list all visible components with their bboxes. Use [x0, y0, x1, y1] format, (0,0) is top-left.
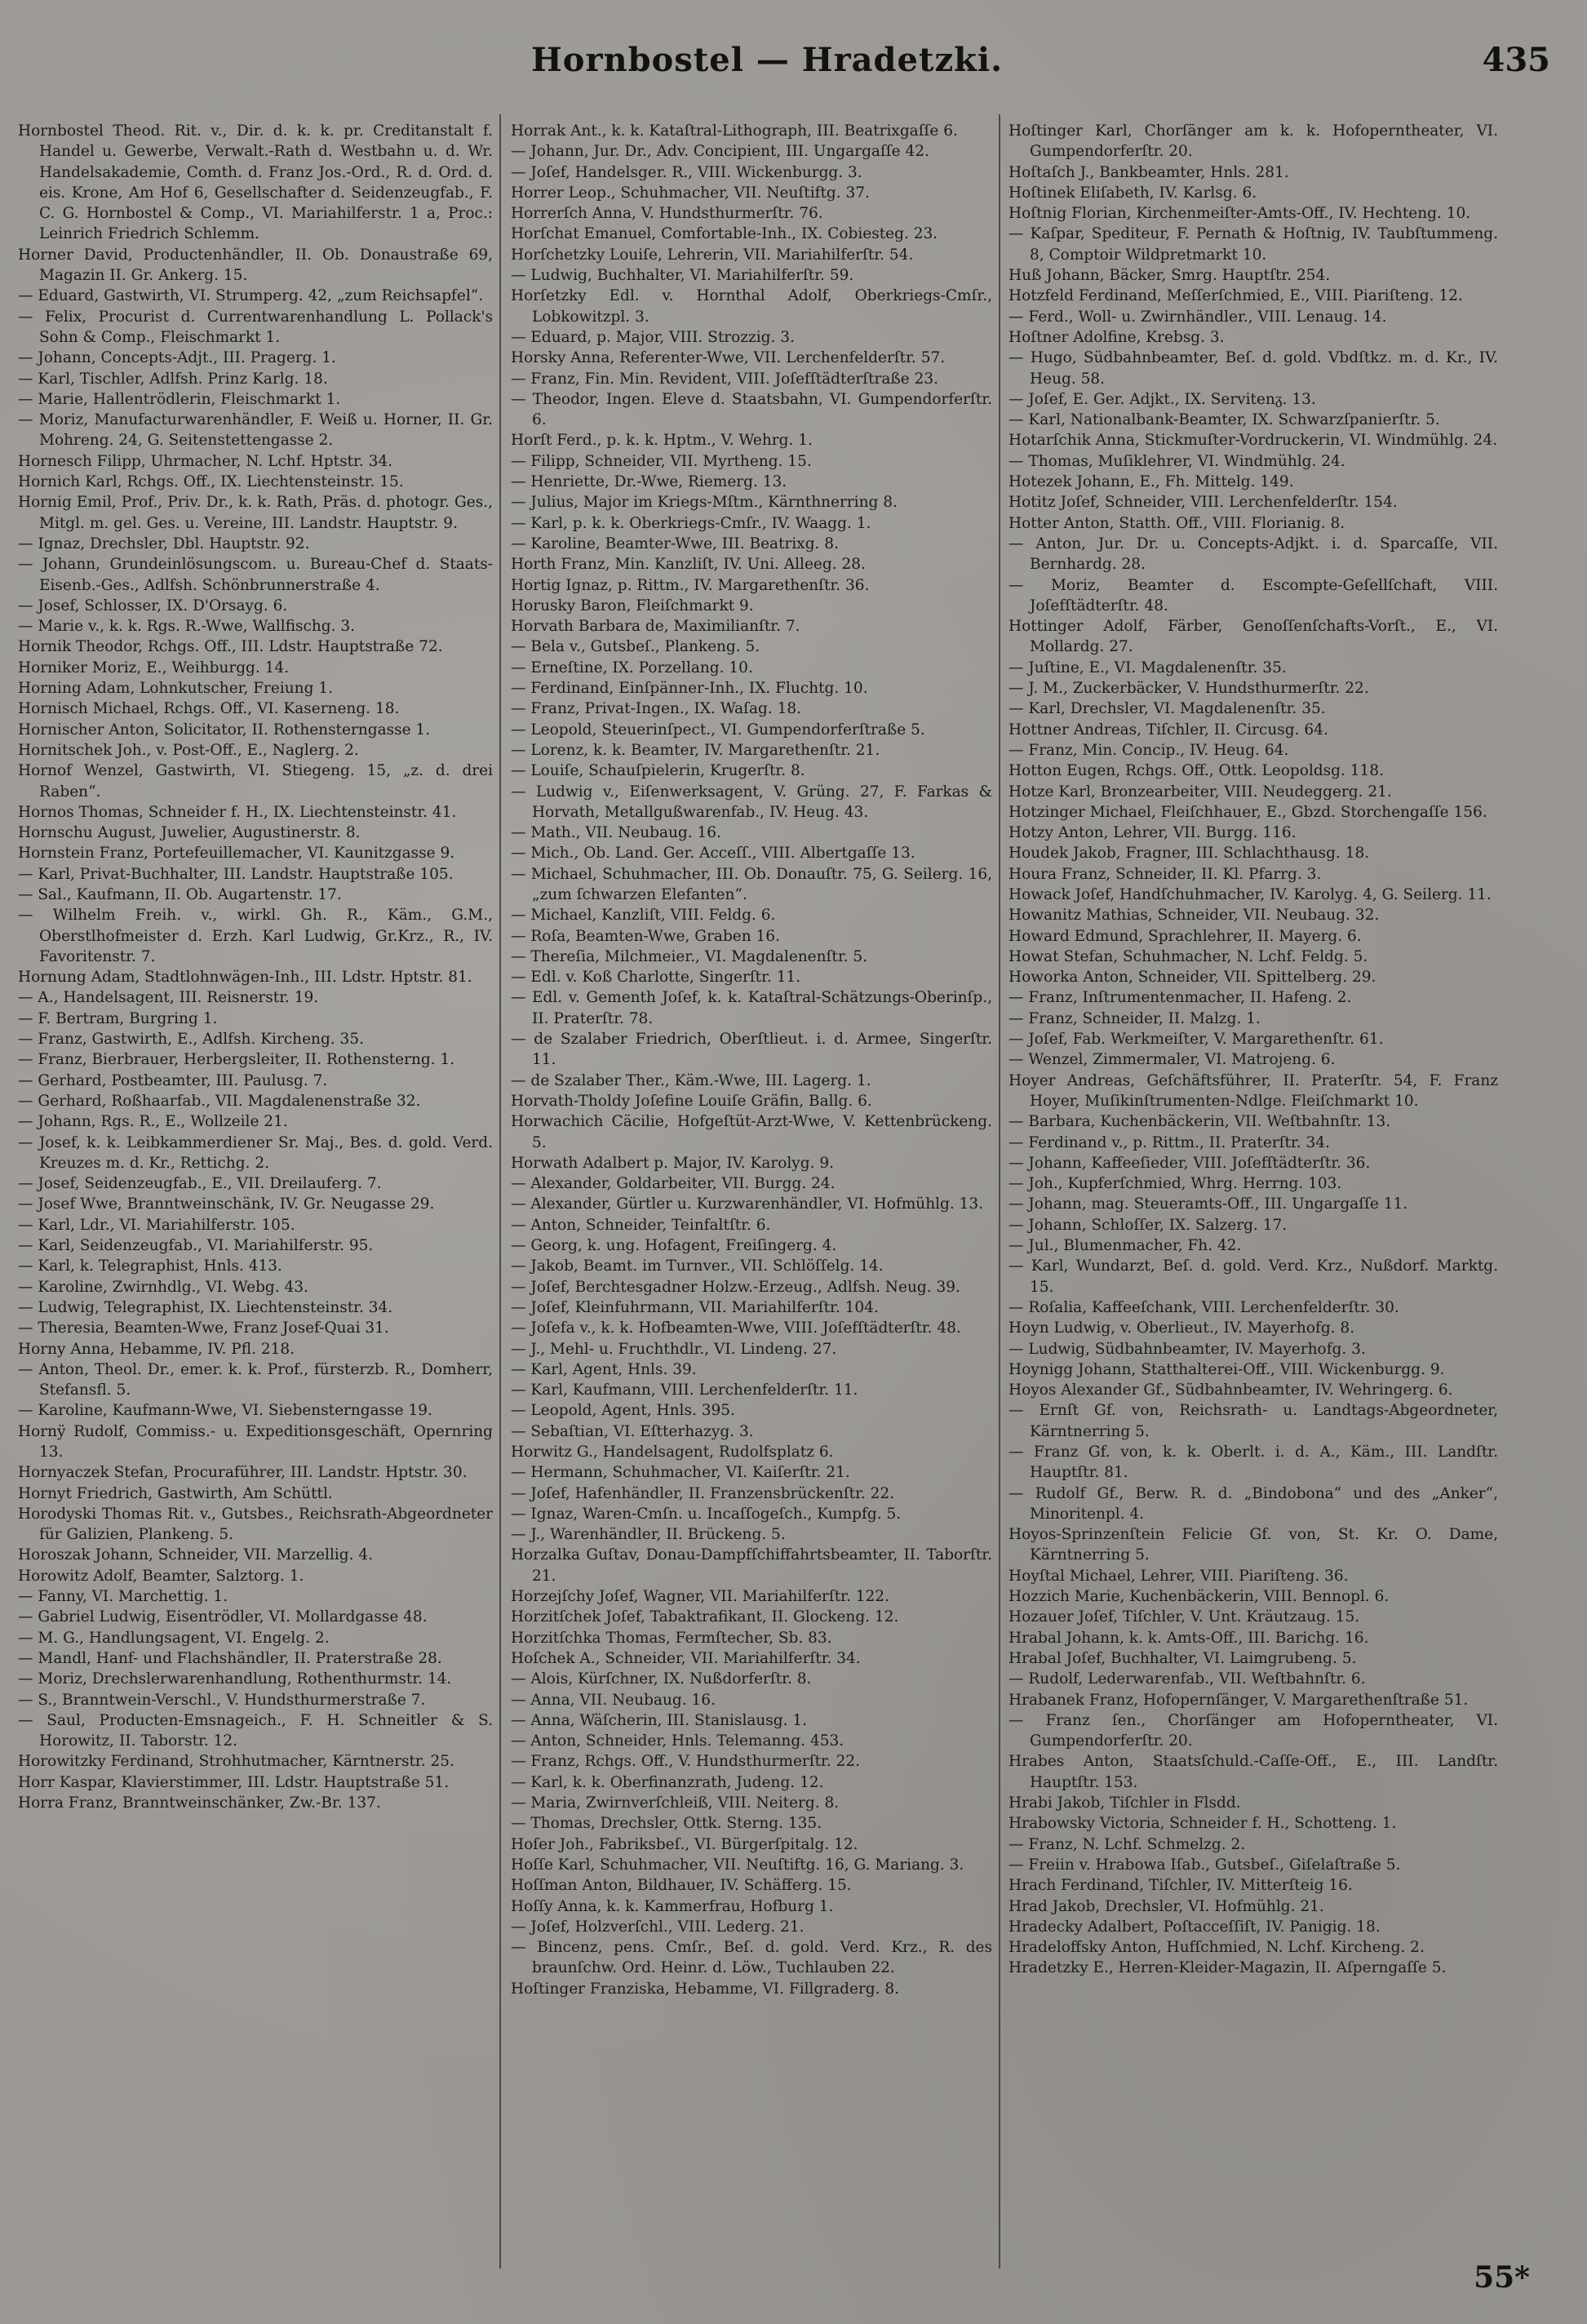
directory-entry: Horniker Moriz, E., Weihburgg. 14. [18, 659, 290, 676]
directory-entry: — J., Warenhändler, II. Brückeng. 5. [511, 1526, 786, 1544]
directory-entry: — Moriz, Drechslerwarenhandlung, Rothenthurmstr. 14. [18, 1670, 452, 1688]
directory-entry: — S., Branntwein-Verschl., V. Hundsthurmerstraße 7. [18, 1691, 426, 1709]
directory-entry: Howorka Anton, Schneider, VII. Spittelberg. 29. [1008, 969, 1376, 987]
directory-entry: Horvath-Tholdy Joſefine Louiſe Gräfin, Ballg. 6. [511, 1092, 872, 1110]
directory-entry: Hotitz Joſef, Schneider, VIII. Lerchenfelderſtr. 154. [1008, 494, 1398, 512]
directory-entry: Hoſer Joh., Fabriksbeſ., VI. Bürgerſpitalg. 12. [511, 1835, 858, 1853]
directory-entry: Horſchat Emanuel, Comfortable-Inh., IX. Cobiesteg. 23. [511, 225, 938, 243]
column-rule [999, 114, 1000, 2269]
directory-entry: — Karoline, Kaufmann-Wwe, VI. Siebensterngasse 19. [18, 1402, 432, 1420]
directory-entry: — Franz, Fin. Min. Revident, VIII. Joſefſtädterſtraße 23. [511, 370, 939, 388]
directory-entry: Hozzich Marie, Kuchenbäckerin, VIII. Bennopl. 6. [1008, 1588, 1390, 1606]
directory-entry: — Franz, Privat-Ingen., IX. Waſag. 18. [511, 700, 802, 718]
directory-entry: — Thomas, Muſiklehrer, VI. Windmühlg. 24. [1008, 452, 1345, 470]
directory-entry: — Johann, Rgs. R., E., Wollzeile 21. [18, 1113, 288, 1131]
directory-entry: Hornischer Anton, Solicitator, II. Rothensterngasse 1. [18, 721, 431, 738]
directory-entry: — Karl, Nationalbank-Beamter, IX. Schwarzſpanierſtr. 5. [1008, 411, 1440, 429]
directory-entry: Horſt Ferd., p. k. k. Hptm., V. Wehrg. 1. [511, 432, 813, 450]
directory-entry: — Joſefa v., k. k. Hofbeamten-Wwe, VIII. Joſefſtädterſtr. 48. [511, 1319, 961, 1337]
directory-entry: — Gabriel Ludwig, Eisentrödler, VI. Mollardgasse 48. [18, 1608, 428, 1626]
directory-entry: Hrabowsky Victoria, Schneider f. H., Schotteng. 1. [1008, 1815, 1397, 1833]
directory-entry: Hoſtner Adolfine, Krebsg. 3. [1008, 328, 1225, 346]
directory-entry: — Franz, Gastwirth, E., Adlfsh. Kircheng. 35. [18, 1031, 364, 1049]
directory-entry: — Karoline, Zwirnhdlg., VI. Webg. 43. [18, 1278, 308, 1296]
directory-entry: Hoyſtal Michael, Lehrer, VIII. Piariſteng. 36. [1008, 1567, 1349, 1585]
directory-entry: — Joſef, Berchtesgadner Holzw.-Erzeug., Adlfsh. Neug. 39. [511, 1278, 960, 1296]
directory-entry: — Henriette, Dr.-Wwe, Riemerg. 13. [511, 473, 787, 491]
directory-entry: — Josef Wwe, Branntweinschänk, IV. Gr. Neugasse 29. [18, 1195, 435, 1213]
directory-entry: Hotezek Johann, E., Fh. Mittelg. 149. [1008, 473, 1294, 491]
directory-entry: — Hugo, Südbahnbeamter, Beſ. d. gold. Vbdſtkz. m. d. Kr., IV. Heug. 58. [1008, 349, 1498, 388]
directory-entry: Howack Joſef, Handſchuhmacher, IV. Karolyg. 4, G. Seilerg. 11. [1008, 885, 1492, 903]
directory-entry: Horowitzky Ferdinand, Strohhutmacher, Kärntnerstr. 25. [18, 1753, 454, 1771]
directory-entry: Hornstein Franz, Portefeuillemacher, VI. Kaunitzgasse 9. [18, 845, 455, 863]
directory-entry: Horvath Barbara de, Maximilianſtr. 7. [511, 618, 800, 636]
directory-entry: — Anton, Schneider, Hnls. Telemanng. 453. [511, 1732, 844, 1750]
directory-entry: — Hermann, Schuhmacher, VI. Kaiſerſtr. 21. [511, 1464, 850, 1482]
directory-entry: Hornik Theodor, Rchgs. Off., III. Ldstr. Hauptstraße 72. [18, 638, 443, 656]
directory-entry: — Marie v., k. k. Rgs. R.-Wwe, Wallfischg. 3. [18, 618, 356, 636]
directory-entry: Hoſſman Anton, Bildhauer, IV. Schäfferg. 15. [511, 1877, 852, 1895]
directory-entry: Hoyer Andreas, Geſchäftsführer, II. Praterſtr. 54, F. Franz Hoyer, Muſikinſtrumenten-Ndlge. Fleiſchmarkt 10. [1008, 1071, 1498, 1110]
directory-entry: Hoſtnig Florian, Kirchenmeiſter-Amts-Off., IV. Hechteng. 10. [1008, 205, 1471, 223]
directory-entry: Hoſſy Anna, k. k. Kammerfrau, Hofburg 1. [511, 1897, 834, 1915]
directory-entry: Horſetzky Edl. v. Hornthal Adolf, Oberkriegs-Cmſr., Lobkowitzpl. 3. [511, 287, 992, 326]
directory-entry: Hornÿ Rudolf, Commiss.- u. Expeditionsgeschäft, Opernring 13. [18, 1422, 493, 1461]
directory-entry: Hradeloffsky Anton, Hufſchmied, N. Lchf. Kircheng. 2. [1008, 1939, 1425, 1957]
directory-entry: Horzalka Guſtav, Donau-Dampfſchiffahrtsbeamter, II. Taborſtr. 21. [511, 1546, 992, 1585]
directory-entry: — Karl, Kaufmann, VIII. Lerchenfelderſtr. 11. [511, 1382, 858, 1399]
running-head: Hornbostel — Hradetzki. [531, 41, 1003, 79]
directory-entry: Horwath Adalbert p. Major, IV. Karolyg. 9. [511, 1154, 834, 1172]
directory-entry: Hoſchek A., Schneider, VII. Mariahilferſtr. 34. [511, 1649, 861, 1667]
directory-entry: — Kaſpar, Spediteur, F. Pernath & Hoſtnig, IV. Taubſtummeng. 8, Comptoir Wildpretmarkt 10. [1008, 225, 1498, 264]
directory-entry: — Karl, Seidenzeugfab., VI. Mariahilferstr. 95. [18, 1237, 374, 1255]
directory-entry: — Leopold, Agent, Hnls. 395. [511, 1402, 735, 1420]
directory-entry: — Ludwig, Buchhalter, VI. Mariahilferſtr. 59. [511, 267, 854, 285]
directory-entry: — Josef, k. k. Leibkammerdiener Sr. Maj., Bes. d. gold. Verd. Kreuzes m. d. Kr., Rettichg. 2. [18, 1133, 493, 1172]
directory-entry: Houdek Jakob, Fragner, III. Schlachthausg. 18. [1008, 845, 1370, 863]
directory-entry: — Josef, Seidenzeugfab., E., VII. Dreilauferg. 7. [18, 1175, 382, 1193]
directory-entry: — Ignaz, Waren-Cmſn. u. Incaſſogeſch., Kumpfg. 5. [511, 1505, 902, 1523]
directory-entry: — Joh., Kupferſchmied, Whrg. Herrng. 103. [1008, 1175, 1342, 1193]
directory-entry: Horwitz G., Handelsagent, Rudolfsplatz 6. [511, 1444, 834, 1461]
directory-entry: — Gerhard, Postbeamter, III. Paulusg. 7. [18, 1071, 328, 1089]
directory-entry: — Roſa, Beamten-Wwe, Graben 16. [511, 927, 780, 945]
page-header [16, 41, 1550, 98]
directory-entry: Hornyaczek Stefan, Procuraführer, III. Landstr. Hptstr. 30. [18, 1464, 468, 1482]
directory-entry: — Eduard, Gastwirth, VI. Strumperg. 42, „zum Reichsapfel“. [18, 287, 484, 305]
directory-entry: Horning Adam, Lohnkutscher, Freiung 1. [18, 680, 333, 698]
directory-entry: — Roſalia, Kaffeeſchank, VIII. Lerchenfelderſtr. 30. [1008, 1298, 1399, 1316]
directory-entry: Hrabanek Franz, Hofopernſänger, V. Margarethenſtraße 51. [1008, 1691, 1469, 1709]
directory-entry: Huß Johann, Bäcker, Smrg. Hauptſtr. 254. [1008, 267, 1331, 285]
directory-entry: — Louiſe, Schauſpielerin, Krugerſtr. 8. [511, 762, 805, 780]
directory-entry: — Karl, Drechsler, VI. Magdalenenſtr. 35. [1008, 700, 1326, 718]
directory-entry: — Felix, Procurist d. Currentwarenhandlung L. Pollack's Sohn & Comp., Fleischmarkt 1. [18, 308, 493, 346]
directory-entry: — Karl, k. k. Oberfinanzrath, Judeng. 12. [511, 1773, 824, 1791]
directory-entry: — Gerhard, Roßhaarfab., VII. Magdalenenstraße 32. [18, 1092, 421, 1110]
directory-entry: — Johann, Grundeinlösungscom. u. Bureau-Chef d. Staats-Eisenb.-Ges., Adlfsh. Schönbrunnerstraße 4. [18, 556, 493, 594]
directory-entry: — Karl, Ldr., VI. Mariahilferstr. 105. [18, 1216, 295, 1234]
directory-entry: — Johann, Kaffeeſieder, VIII. Joſefſtädterſtr. 36. [1008, 1154, 1371, 1172]
directory-entry: Hornig Emil, Prof., Priv. Dr., k. k. Rath, Präs. d. photogr. Ges., Mitgl. m. gel. Ges. u. Vereine, III. Landstr. Hauptstr. 9. [18, 494, 493, 532]
directory-entry: — Joſef, Hafenhändler, II. Franzensbrückenſtr. 22. [511, 1484, 895, 1502]
directory-entry: — Georg, k. ung. Hofagent, Freiſingerg. 4. [511, 1237, 837, 1255]
directory-entry: Hoyos Alexander Gf., Südbahnbeamter, IV. Wehringerg. 6. [1008, 1382, 1453, 1399]
directory-entry: — Ernſt Gf. von, Reichsrath- u. Landtags-Abgeordneter, Kärntnerring 5. [1008, 1402, 1498, 1440]
directory-entry: — Karl, Privat-Buchhalter, III. Landstr. Hauptstraße 105. [18, 865, 454, 883]
directory-entry: — Anna, Wäſcherin, III. Stanislausg. 1. [511, 1711, 808, 1729]
directory-entry: Hortig Ignaz, p. Rittm., IV. Margarethenſtr. 36. [511, 576, 870, 594]
directory-entry: — Eduard, p. Major, VIII. Strozzig. 3. [511, 328, 795, 346]
directory-entry: Hottner Andreas, Tiſchler, II. Circusg. 64. [1008, 721, 1328, 738]
directory-entry: — Bincenz, pens. Cmſr., Beſ. d. gold. Verd. Krz., R. des braunſchw. Ord. Heinr. d. Löw., Tuchlauben 22. [511, 1939, 992, 1977]
directory-entry: — Joſef, Holzverſchl., VIII. Lederg. 21. [511, 1918, 805, 1936]
directory-entry: Horth Franz, Min. Kanzliſt, IV. Uni. Alleeg. 28. [511, 556, 866, 574]
directory-entry: — Ludwig, Südbahnbeamter, IV. Mayerhofg. 3. [1008, 1340, 1366, 1358]
directory-entry: — Karl, Agent, Hnls. 39. [511, 1360, 697, 1378]
directory-entry: — Ferd., Woll- u. Zwirnhändler., VIII. Lenaug. 14. [1008, 308, 1387, 326]
directory-entry: — Bela v., Gutsbeſ., Plankeng. 5. [511, 638, 760, 656]
directory-entry: — Johann, Jur. Dr., Adv. Concipient, III. Ungargaſſe 42. [511, 143, 929, 161]
directory-entry: — Thereſia, Milchmeier., VI. Magdalenenſtr. 5. [511, 947, 868, 965]
directory-entry: Hornof Wenzel, Gastwirth, VI. Stiegeng. 15, „z. d. drei Raben“. [18, 762, 493, 801]
directory-entry: — Franz, Bierbrauer, Herbergsleiter, II. Rothensterng. 1. [18, 1051, 455, 1069]
directory-entry: Hoſtinek Eliſabeth, IV. Karlsg. 6. [1008, 184, 1257, 202]
directory-entry: — Anton, Jur. Dr. u. Concepts-Adjkt. i. d. Sparcaſſe, VII. Bernhardg. 28. [1008, 534, 1498, 574]
directory-entry: — Ignaz, Drechsler, Dbl. Hauptstr. 92. [18, 534, 310, 552]
directory-entry: — Filipp, Schneider, VII. Myrtheng. 15. [511, 452, 812, 470]
directory-entry: — Julius, Major im Kriegs-Mſtm., Kärnthnerring 8. [511, 494, 898, 512]
directory-entry: — Thomas, Drechsler, Ottk. Sterng. 135. [511, 1815, 822, 1833]
directory-entry: Hoyn Ludwig, v. Oberlieut., IV. Mayerhofg. 8. [1008, 1319, 1355, 1337]
directory-entry: Horra Franz, Branntweinschänker, Zw.-Br. 137. [18, 1794, 381, 1812]
directory-entry: — Anton, Schneider, Teinfaltſtr. 6. [511, 1216, 771, 1234]
directory-entry: Horzejſchy Joſef, Wagner, VII. Mariahilferſtr. 122. [511, 1588, 889, 1606]
directory-entry: — Franz, Rchgs. Off., V. Hundsthurmerſtr. 22. [511, 1753, 861, 1771]
directory-entry: — Wilhelm Freih. v., wirkl. Gh. R., Käm., G.M., Oberstlhofmeister d. Erzh. Karl Ludwig, Gr.Krz., R., IV. Favoritenstr. 7. [18, 907, 493, 965]
directory-entry: — Karl, Tischler, Adlfsh. Prinz Karlg. 18. [18, 370, 328, 388]
directory-entry: Hornyt Friedrich, Gastwirth, Am Schüttl. [18, 1484, 333, 1502]
directory-entry: Hrabal Johann, k. k. Amts-Off., III. Barichg. 16. [1008, 1629, 1369, 1647]
directory-entry: Hornesch Filipp, Uhrmacher, N. Lchf. Hptstr. 34. [18, 452, 392, 470]
directory-entry: — Karl, k. Telegraphist, Hnls. 413. [18, 1257, 282, 1275]
directory-entry: — Alexander, Goldarbeiter, VII. Burgg. 24. [511, 1175, 836, 1193]
directory-entry: — Joſef, Handelsger. R., VIII. Wickenburgg. 3. [511, 163, 862, 181]
directory-entry: Horrak Ant., k. k. Kataſtral-Lithograph, III. Beatrixgaſſe 6. [511, 122, 958, 140]
directory-entry: — Johann, mag. Steueramts-Off., III. Ungargaſſe 11. [1008, 1195, 1408, 1213]
directory-entry: Hornbostel Theod. Rit. v., Dir. d. k. k. pr. Creditanstalt f. Handel u. Gewerbe, Verwalt.-Rath d. Westbahn u. d. Wr. Handelsakademie, Comth. d. Franz Jos.-Ord., R. d. Ord. d. eis. Krone, Am Hof 6, Gesellschafter d. Seidenzeugfab., F. C. G. Hornbostel & Comp., VI. Mariahilferstr. 1 a, Proc.: Leinrich Friedrich Schlemm. [18, 122, 493, 243]
directory-entry: — Franz, Min. Concip., IV. Heug. 64. [1008, 741, 1289, 759]
directory-entry: — Theodor, Ingen. Eleve d. Staatsbahn, VI. Gumpendorferſtr. 6. [511, 390, 992, 429]
directory-entry: — Marie, Hallentrödlerin, Fleischmarkt 1. [18, 390, 341, 408]
directory-entry: — Wenzel, Zimmermaler, VI. Matrojeng. 6. [1008, 1051, 1336, 1069]
directory-entry: Hrabes Anton, Staatsſchuld.-Caſſe-Off., E., III. Landſtr. Hauptſtr. 153. [1008, 1753, 1498, 1791]
directory-entry: Horwachich Cäcilie, Hofgeſtüt-Arzt-Wwe, V. Kettenbrückeng. 5. [511, 1113, 992, 1151]
directory-entry: — Johann, Concepts-Adjt., III. Pragerg. 1. [18, 349, 336, 367]
directory-entry: Horusky Baron, Fleiſchmarkt 9. [511, 597, 754, 614]
directory-entry: — Moriz, Beamter d. Escompte-Geſellſchaft, VIII. Joſefſtädterſtr. 48. [1008, 576, 1498, 614]
directory-entry: Horsky Anna, Referenter-Wwe, VII. Lerchenfelderſtr. 57. [511, 349, 946, 367]
directory-entry: — Anton, Theol. Dr., emer. k. k. Prof., fürsterzb. R., Domherr, Stefansfl. 5. [18, 1360, 493, 1399]
directory-entry: Hotzinger Michael, Fleiſchhauer, E., Gbzd. Storchengaſſe 156. [1008, 803, 1487, 821]
directory-entry: Hotze Karl, Bronzearbeiter, VIII. Neudeggerg. 21. [1008, 783, 1392, 801]
directory-entry: — Michael, Schuhmacher, III. Ob. Donauſtr. 75, G. Seilerg. 16, „zum ſchwarzen Elefanten“. [511, 865, 992, 903]
directory-entry: — A., Handelsagent, III. Reisnerstr. 19. [18, 989, 319, 1007]
directory-entry: Hoſtinger Franziska, Hebamme, VI. Fillgraderg. 8. [511, 1980, 900, 1998]
directory-entry: — Jakob, Beamt. im Turnver., VII. Schlöſſelg. 14. [511, 1257, 884, 1275]
directory-entry: — Karl, Wundarzt, Beſ. d. gold. Verd. Krz., Nußdorf. Marktg. 15. [1008, 1257, 1498, 1296]
page-number: 435 [1482, 41, 1550, 79]
directory-entry: — Rudolf, Lederwarenfab., VII. Weſtbahnſtr. 6. [1008, 1670, 1366, 1688]
directory-entry: Horſchetzky Louiſe, Lehrerin, VII. Mariahilferſtr. 54. [511, 246, 914, 264]
directory-entry: Hoynigg Johann, Statthalterei-Off., VIII. Wickenburgg. 9. [1008, 1360, 1445, 1378]
directory-entry: — Lorenz, k. k. Beamter, IV. Margarethenſtr. 21. [511, 741, 880, 759]
directory-entry: Horowitz Adolf, Beamter, Salztorg. 1. [18, 1567, 304, 1585]
directory-entry: Hrabi Jakob, Tiſchler in Flsdd. [1008, 1794, 1241, 1812]
directory-entry: — J. M., Zuckerbäcker, V. Hundsthurmerſtr. 22. [1008, 680, 1369, 698]
directory-entry: — Leopold, Steuerinſpect., VI. Gumpendorferſtraße 5. [511, 721, 925, 738]
directory-entry: Hornitschek Joh., v. Post-Off., E., Naglerg. 2. [18, 741, 359, 759]
directory-entry: — Franz, N. Lchf. Schmelzg. 2. [1008, 1835, 1246, 1853]
directory-entry: Hornschu August, Juwelier, Augustinerstr. 8. [18, 824, 361, 842]
directory-entry: Horzitſchek Joſef, Tabaktrafikant, II. Glockeng. 12. [511, 1608, 899, 1626]
directory-entry: Hottinger Adolf, Färber, Genoſſenſchafts-Vorſt., E., VI. Mollardg. 27. [1008, 618, 1498, 656]
directory-entry: Hoſſe Karl, Schuhmacher, VII. Neuſtiftg. 16, G. Mariang. 3. [511, 1856, 964, 1874]
directory-entry: Houra Franz, Schneider, II. Kl. Pfarrg. 3. [1008, 865, 1322, 883]
directory-entry: Hradecky Adalbert, Poſtacceſſiſt, IV. Panigig. 18. [1008, 1918, 1381, 1936]
directory-entry: Hradetzky E., Herren-Kleider-Magazin, II. Aſperngaſſe 5. [1008, 1959, 1447, 1977]
directory-entry: — Franz, Schneider, II. Malzg. 1. [1008, 1009, 1261, 1027]
directory-entry: Hoſtaſch J., Bankbeamter, Hnls. 281. [1008, 163, 1289, 181]
directory-entry: Hotton Eugen, Rchgs. Off., Ottk. Leopoldsg. 118. [1008, 762, 1384, 780]
directory-entry: Horrerſch Anna, V. Hundsthurmerſtr. 76. [511, 205, 823, 223]
directory-entry: — Saul, Producten-Emsnageich., F. H. Schneitler & S. Horowitz, II. Taborstr. 12. [18, 1711, 493, 1750]
directory-entry: — Alois, Kürſchner, IX. Nußdorferſtr. 8. [511, 1670, 812, 1688]
directory-entry: — Alexander, Gürtler u. Kurzwarenhändler, VI. Hofmühlg. 13. [511, 1195, 984, 1213]
directory-entry: — Edl. v. Koß Charlotte, Singerſtr. 11. [511, 969, 801, 987]
directory-entry: Hotzfeld Ferdinand, Meſſerſchmied, E., VIII. Piariſteng. 12. [1008, 287, 1463, 305]
column-rule [499, 114, 501, 2269]
directory-entry: — Edl. v. Gementh Joſef, k. k. Kataſtral-Schätzungs-Oberinſp., II. Praterſtr. 78. [511, 989, 992, 1027]
directory-entry: Hoſtinger Karl, Chorſänger am k. k. Hofoperntheater, VI. Gumpendorferſtr. 20. [1008, 122, 1498, 161]
directory-entry: Horny Anna, Hebamme, IV. Pfl. 218. [18, 1340, 295, 1358]
directory-entry: — Anna, VII. Neubaug. 16. [511, 1691, 716, 1709]
directory-entry: Howanitz Mathias, Schneider, VII. Neubaug. 32. [1008, 907, 1380, 925]
directory-entry: — Karoline, Beamter-Wwe, III. Beatrixg. 8. [511, 534, 839, 552]
directory-entry: — Karl, p. k. k. Oberkriegs-Cmſr., IV. Waagg. 1. [511, 514, 871, 532]
directory-entry: Howat Stefan, Schuhmacher, N. Lchf. Feldg. 5. [1008, 947, 1368, 965]
directory-entry: — Sal., Kaufmann, II. Ob. Augartenstr. 17. [18, 885, 342, 903]
directory-entry: Horrer Leop., Schuhmacher, VII. Neuſtiftg. 37. [511, 184, 870, 202]
column-1 [18, 121, 493, 2259]
directory-entry: — Mandl, Hanf- und Flachshändler, II. Praterstraße 28. [18, 1649, 442, 1667]
directory-entry: — M. G., Handlungsagent, VI. Engelg. 2. [18, 1629, 330, 1647]
directory-entry: Hoyos-Sprinzenſtein Felicie Gf. von, St. Kr. O. Dame, Kärntnerring 5. [1008, 1526, 1498, 1564]
directory-entry: — Joſef, Kleinfuhrmann, VII. Mariahilferſtr. 104. [511, 1298, 879, 1316]
directory-entry: — J., Mehl- u. Fruchthdlr., VI. Lindeng. 27. [511, 1340, 837, 1358]
directory-entry: — Franz ſen., Chorſänger am Hofoperntheater, VI. Gumpendorferſtr. 20. [1008, 1711, 1498, 1750]
directory-entry: — F. Bertram, Burgring 1. [18, 1009, 218, 1027]
directory-entry: Hotarſchik Anna, Stickmuſter-Vordruckerin, VI. Windmühlg. 24. [1008, 432, 1498, 450]
directory-entry: — Ludwig v., Eiſenwerksagent, V. Grüng. 27, F. Farkas & Horvath, Metallgußwarenfab., IV. Heug. 43. [511, 783, 992, 821]
directory-entry: Hotter Anton, Statth. Off., VIII. Florianig. 8. [1008, 514, 1345, 532]
directory-entry: — Joſef, E. Ger. Adjkt., IX. Servitenᵹ. 13. [1008, 390, 1316, 408]
directory-entry: — Franz Gf. von, k. k. Oberlt. i. d. A., Käm., III. Landſtr. Hauptſtr. 81. [1008, 1444, 1498, 1482]
directory-entry: — Barbara, Kuchenbäckerin, VII. Weſtbahnſtr. 13. [1008, 1113, 1391, 1131]
directory-entry: — Joſef, Fab. Werkmeiſter, V. Margarethenſtr. 61. [1008, 1031, 1384, 1049]
directory-entry: Howard Edmund, Sprachlehrer, II. Mayerg. 6. [1008, 927, 1362, 945]
directory-entry: Hornich Karl, Rchgs. Off., IX. Liechtensteinstr. 15. [18, 473, 404, 491]
directory-entry: — Theresia, Beamten-Wwe, Franz Josef-Quai 31. [18, 1319, 389, 1337]
directory-entry: — Mich., Ob. Land. Ger. Acceſſ., VIII. Albertgaſſe 13. [511, 845, 915, 863]
directory-entry: Hozauer Joſef, Tiſchler, V. Unt. Kräutzaug. 15. [1008, 1608, 1360, 1626]
directory-entry: — Ludwig, Telegraphist, IX. Liechtensteinstr. 34. [18, 1298, 393, 1316]
directory-entry: — de Szalaber Ther., Käm.-Wwe, III. Lagerg. 1. [511, 1071, 871, 1089]
directory-entry: — Jul., Blumenmacher, Fh. 42. [1008, 1237, 1242, 1255]
directory-entry: Horzitſchka Thomas, Fermſtecher, Sb. 83. [511, 1629, 832, 1647]
directory-entry: — Fanny, VI. Marchettig. 1. [18, 1588, 228, 1606]
directory-entry: — Juſtine, E., VI. Magdalenenſtr. 35. [1008, 659, 1287, 676]
directory-entry: Hornos Thomas, Schneider f. H., IX. Liechtensteinstr. 41. [18, 803, 457, 821]
directory-entry: — Johann, Schloſſer, IX. Salzerg. 17. [1008, 1216, 1288, 1234]
directory-entry: — Moriz, Manufacturwarenhändler, F. Weiß u. Horner, II. Gr. Mohreng. 24, G. Seitenstettengasse 2. [18, 411, 493, 450]
directory-entry: — Erneſtine, IX. Porzellang. 10. [511, 659, 753, 676]
directory-entry: Horoszak Johann, Schneider, VII. Marzellig. 4. [18, 1546, 374, 1564]
directory-entry: Hotzy Anton, Lehrer, VII. Burgg. 116. [1008, 824, 1297, 842]
directory-entry: Hrabal Joſef, Buchhalter, VI. Laimgrubeng. 5. [1008, 1649, 1357, 1667]
directory-entry: Horner David, Productenhändler, II. Ob. Donaustraße 69, Magazin II. Gr. Ankerg. 15. [18, 246, 493, 285]
directory-entry: — Sebaſtian, VI. Eſtterhazyg. 3. [511, 1422, 754, 1440]
directory-entry: — Josef, Schlosser, IX. D'Orsayg. 6. [18, 597, 288, 614]
directory-entry: Hrach Ferdinand, Tiſchler, IV. Mitterſteig 16. [1008, 1877, 1353, 1895]
directory-entry: — de Szalaber Friedrich, Oberſtlieut. i. d. Armee, Singerſtr. 11. [511, 1031, 992, 1069]
directory-entry: — Math., VII. Neubaug. 16. [511, 824, 721, 842]
directory-entry: — Freiin v. Hrabowa Iſab., Gutsbeſ., Giſelaſtraße 5. [1008, 1856, 1401, 1874]
directory-entry: Hornisch Michael, Rchgs. Off., VI. Kaserneng. 18. [18, 700, 400, 718]
directory-entry: — Rudolf Gf., Berw. R. d. „Bindobona“ und des „Anker“, Minoritenpl. 4. [1008, 1484, 1498, 1523]
directory-entry: — Ferdinand v., p. Rittm., II. Praterſtr. 34. [1008, 1133, 1330, 1151]
directory-entry: — Maria, Zwirnverſchleiß, VIII. Neiterg. 8. [511, 1794, 840, 1812]
column-3 [1008, 121, 1498, 2259]
directory-entry: Hornung Adam, Stadtlohnwägen-Inh., III. Ldstr. Hptstr. 81. [18, 969, 472, 987]
signature-mark: 55* [1474, 2260, 1530, 2295]
directory-entry: Horr Kaspar, Klavierstimmer, III. Ldstr. Hauptstraße 51. [18, 1773, 450, 1791]
column-2 [511, 121, 992, 2259]
directory-entry: Horodyski Thomas Rit. v., Gutsbes., Reichsrath-Abgeordneter für Galizien, Plankeng. 5. [18, 1505, 493, 1544]
directory-entry: — Franz, Inſtrumentenmacher, II. Hafeng. 2. [1008, 989, 1352, 1007]
directory-entry: — Ferdinand, Einſpänner-Inh., IX. Fluchtg. 10. [511, 680, 868, 698]
directory-entry: — Michael, Kanzliſt, VIII. Feldg. 6. [511, 907, 776, 925]
directory-entry: Hrad Jakob, Drechsler, VI. Hofmühlg. 21. [1008, 1897, 1324, 1915]
